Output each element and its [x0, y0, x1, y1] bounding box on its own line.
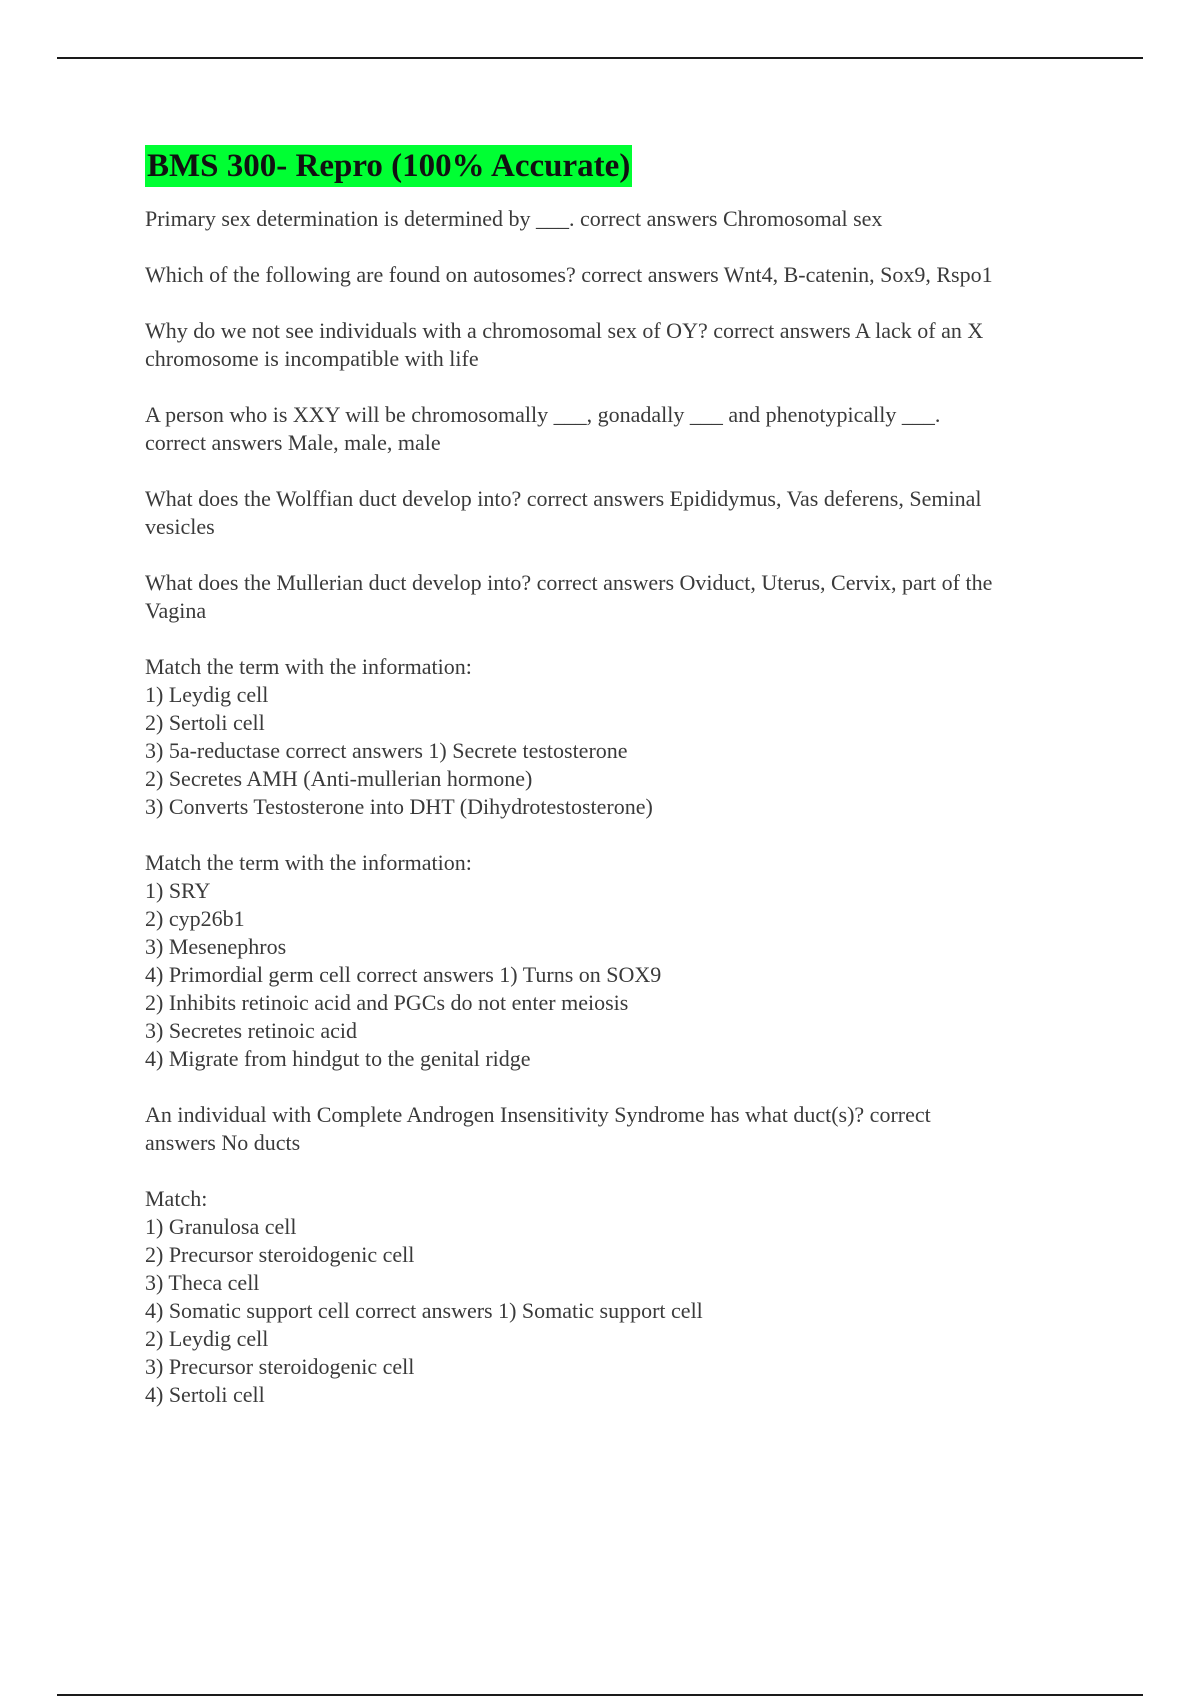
qa-item-2: Which of the following are found on autosomes? correct answers Wnt4, B-catenin, Sox9, Rspo1 [145, 262, 993, 287]
qa-item-1: Primary sex determination is determined by ___. correct answers Chromosomal sex [145, 206, 883, 231]
qa-item-9: An individual with Complete Androgen Insensitivity Syndrome has what duct(s)? correct answers No ducts [145, 1102, 931, 1155]
qa-item-10: Match: 1) Granulosa cell 2) Precursor steroidogenic cell 3) Theca cell 4) Somatic support cell correct answers 1) Somatic support cell 2) Leydig cell 3) Precursor steroidogenic cell 4) Sertoli cell [145, 1186, 703, 1407]
qa-item-7: Match the term with the information: 1) Leydig cell 2) Sertoli cell 3) 5a-reductase correct answers 1) Secrete testosterone 2) Secretes AMH (Anti-mullerian hormone) 3) Converts Testosterone into DHT (Dihydrotestosterone) [145, 654, 653, 819]
qa-item-4: A person who is XXY will be chromosomally ___, gonadally ___ and phenotypically ___. correct answers Male, male, male [145, 402, 941, 455]
document-body [145, 145, 1085, 1437]
qa-item-3: Why do we not see individuals with a chromosomal sex of OY? correct answers A lack of an X chromosome is incompatible with life [145, 318, 984, 371]
top-rule [57, 57, 1143, 59]
qa-item-6: What does the Mullerian duct develop into? correct answers Oviduct, Uterus, Cervix, part of the Vagina [145, 570, 993, 623]
bottom-rule [57, 1694, 1143, 1696]
document-title: BMS 300- Repro (100% Accurate) [145, 145, 632, 187]
qa-item-5: What does the Wolffian duct develop into? correct answers Epididymus, Vas deferens, Seminal vesicles [145, 486, 982, 539]
qa-item-8: Match the term with the information: 1) SRY 2) cyp26b1 3) Mesenephros 4) Primordial germ cell correct answers 1) Turns on SOX9 2) Inhibits retinoic acid and PGCs do not enter meiosis 3) Secretes retinoic acid 4) Migrate from hindgut to the genital ridge [145, 850, 662, 1071]
